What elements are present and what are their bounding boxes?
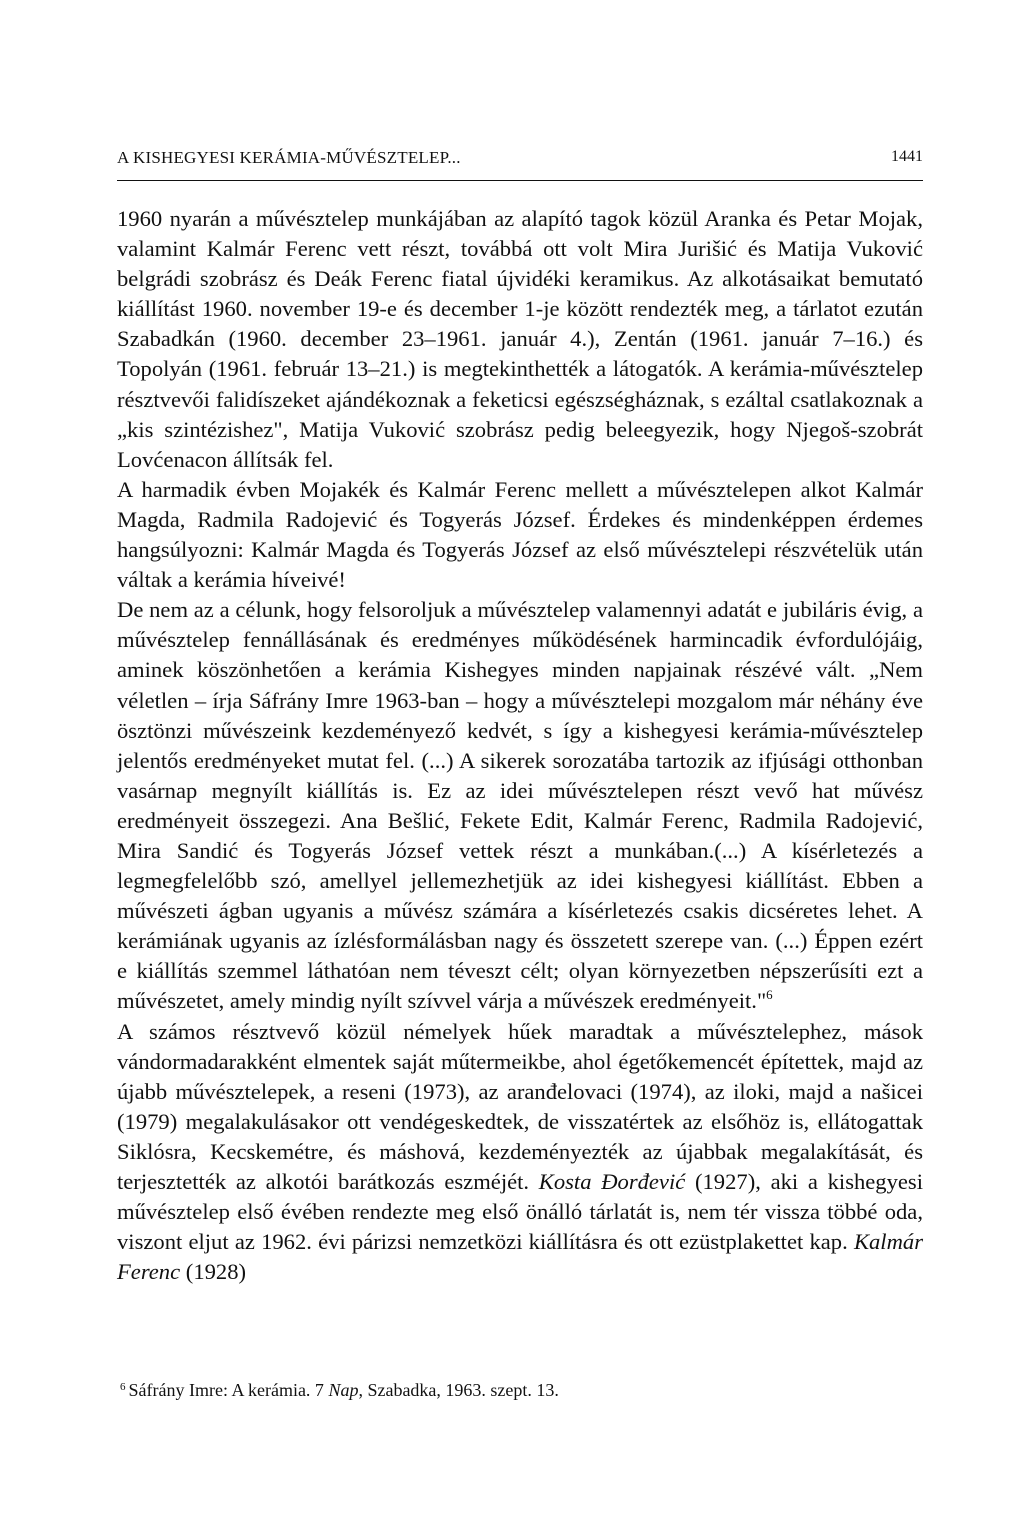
paragraph-3-text: De nem az a célunk, hogy felsoroljuk a művésztelep valamennyi adatát e jubiláris évig, a művésztelep fennállásának és eredményes működésének harmincadik évfordulójáig, aminek köszönhetően a kerámia Kishegyes minden napjainak részévé vált. „Nem véletlen – írja Sáfrány Imre 1963-ban – hogy a művésztelepi mozgalom már néhány éve ösztönzi művészeink kezdeményező kedvét, s így a kishegyesi kerámia-művésztelep jelentős eredményeket mutat fel. (...) A sikerek sorozatába tartozik az ifjúsági otthonban vasárnap megnyílt kiállítás is. Ez az idei művésztelepen részt vevő hat művész eredményeit összegezi. Ana Bešlić, Fekete Edit, Kalmár Ferenc, Radmila Radojević, Mira Sandić és Togyerás József vettek részt a munkában.(...) A kísérletezés a legmegfelelőbb szó, amellyel jellemezhetjük az idei kishegyesi kiállítást. Ebben a művészeti ágban ugyanis a művész számára a kísérletezés csakis dicséretes lehet. A kerámiának ugyanis az ízlésformálásban nagy és összetett szerepe van. (...) Éppen ezért e kiállítás szemmel láthatóan nem téveszt célt; olyan környezetben népszerűsíti ezt a művészetet, amely mindig nyílt szívvel várja a művészek eredményeit." — [117, 597, 923, 1014]
footnote-text-a: Sáfrány Imre: A kerámia. 7 — [128, 1380, 329, 1400]
footnote-number: 6 — [120, 1381, 126, 1393]
running-header — [117, 146, 923, 181]
paragraph-3 — [117, 595, 923, 1016]
artist-name-kalmar: Kalmár Ferenc — [117, 1229, 923, 1285]
footnote-text-b: , Szabadka, 1963. szept. 13. — [358, 1380, 559, 1400]
paragraph-4 — [117, 1017, 923, 1288]
paragraph-4-text-a: A számos résztvevő közül némelyek hűek maradtak a művésztelephez, mások vándormadarakként elmentek saját műtermeikbe, ahol égetőkemencét építettek, majd az újabb művésztelepek, a reseni (1973), az aranđelovaci (1974), az iloki, majd a našicei (1979) megalakulásakor ott vendégeskedtek, de visszatértek az elsőhöz is, ellátogattak Siklósra, Kecskemétre, és máshová, kezdeményezték az újabbak megalakítását, és terjesztették az alkotói barátkozás eszméjét. — [117, 1018, 923, 1194]
footnote — [117, 1375, 923, 1402]
footnote-source-title: Nap — [328, 1380, 359, 1400]
footnote-reference[interactable]: 6 — [766, 987, 773, 1003]
artist-name-dordevic: Kosta Đorđević — [538, 1169, 686, 1194]
body-text — [117, 204, 923, 1287]
paragraph-2: A harmadik évben Mojakék és Kalmár Ferenc mellett a művésztelepen alkot Kalmár Magda, Radmila Radojević és Togyerás József. Érdekes és mindenképpen érdemes hangsúlyozni: Kalmár Magda és Togyerás József az első művésztelepi részvételük után váltak a kerámia híveivé! — [117, 476, 923, 593]
paragraph-1: 1960 nyarán a művésztelep munkájában az alapító tagok közül Aranka és Petar Mojak, valamint Kalmár Ferenc vett részt, továbbá ott volt Mira Jurišić és Matija Vuković belgrádi szobrász és Deák Ferenc fiatal újvidéki keramikus. Az alkotásaikat bemutató kiállítást 1960. november 19-e és december 1-je között rendezték meg, a tárlatot ezután Szabadkán (1960. december 23–1961. január 4.), Zentán (1961. január 7–16.) és Topolyán (1961. február 13–21.) is megtekinthették a látogatók. A kerámia-művésztelep résztvevői falidíszeket ajándékoznak a feketicsi egészségháznak, s ezáltal csatlakoznak a „kis szintézishez", Matija Vuković szobrász pedig beleegyezik, hogy Njegoš-szobrát Lovćenacon állítsák fel. — [117, 206, 923, 472]
page-number: 1441 — [891, 148, 923, 165]
paragraph-4-text-b: (1927), aki a kishegyesi művésztelep első évében rendezte meg első önálló tárlatát is, nem tér vissza többé oda, viszont eljut az 1962. évi párizsi nemzetközi kiállításra és ott ezüstplakettet kap. — [117, 1169, 923, 1255]
running-title: A KISHEGYESI KERÁMIA-MŰVÉSZTELEP... — [117, 148, 461, 167]
paragraph-4-text-c: (1928) — [180, 1259, 247, 1285]
